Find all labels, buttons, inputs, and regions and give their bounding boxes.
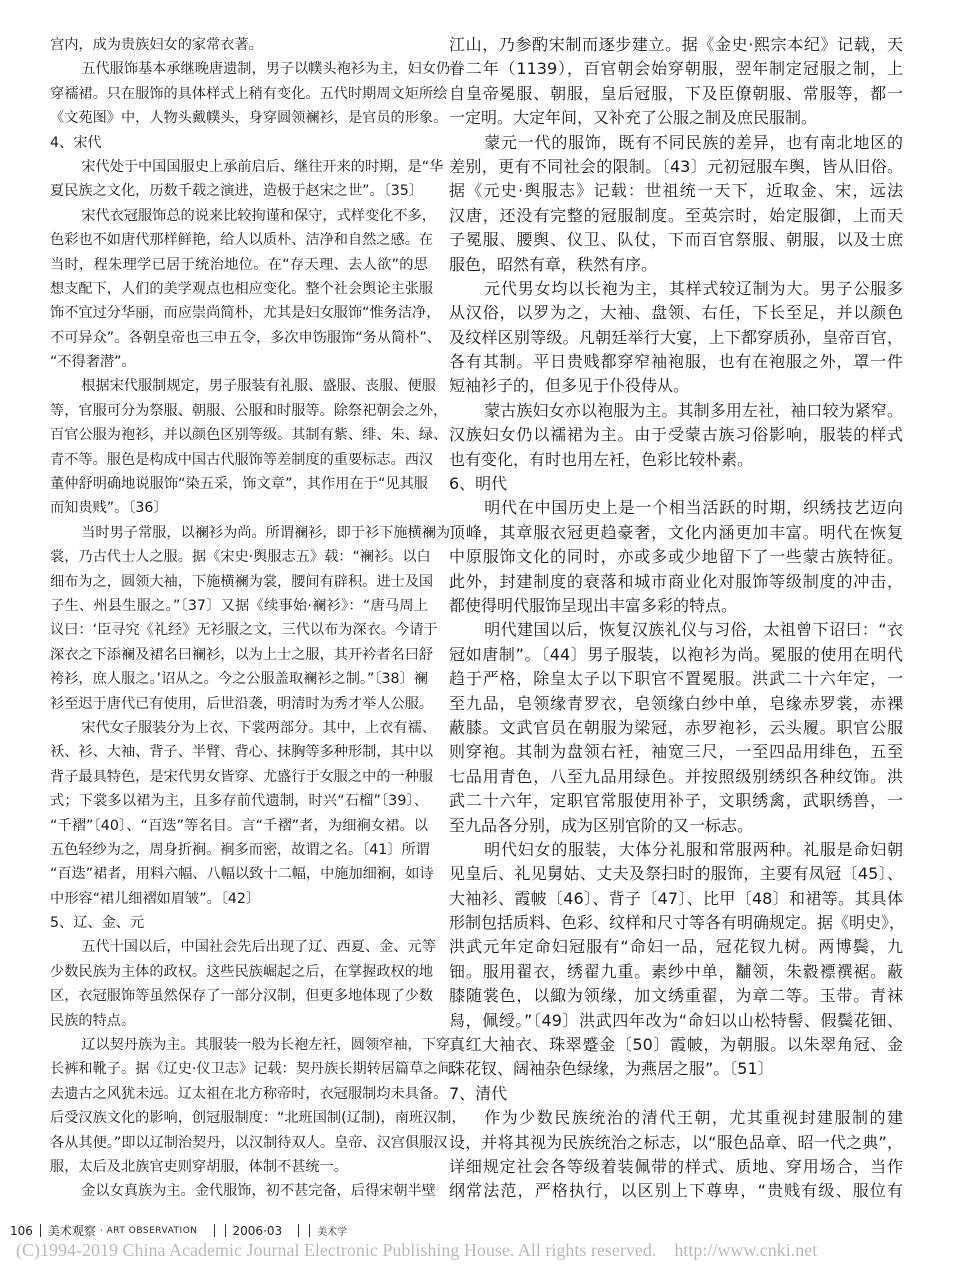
text-line: 辽以契丹族为主。其服装一般为长袍左衽，圆领窄袖，下穿 <box>81 1037 451 1054</box>
text-line: 真红大袖衣、珠翠蹙金〔50〕霞帔，为朝服。以朱翠角冠、金 <box>449 1035 903 1055</box>
text-line: 区，衣冠服饰等虽然保存了一部分汉制，但更多地体现了少数 <box>50 988 434 1005</box>
paragraph <box>50 1033 466 1179</box>
text-line: 五代十国以后，中国社会先后出现了辽、西夏、金、元等 <box>81 939 436 956</box>
text-line: 至九品各分别，成为区别官阶的又一标志。 <box>449 815 754 835</box>
text-line: 汉唐，还没有完整的冠服制度。至英宗时，始定服御，上而天 <box>449 205 903 225</box>
text-line: 式；下裳多以裙为主，且多存前代遗制，时兴“石榴”〔39〕、 <box>50 793 428 810</box>
text-line: 中形容“裙儿细褶如眉皱”。〔42〕 <box>50 890 261 907</box>
text-line: 明代在中国历史上是一个相当活跃的时期，织绣技艺迈向 <box>484 498 903 518</box>
text-line: 各有其制。平日贵贱都穿窄袖袍服，也有在袍服之外，罩一件 <box>449 352 903 372</box>
text-line: 自皇帝冕服、朝服，皇后冠服，下及臣僚朝服、常服等，都一 <box>449 83 903 103</box>
text-line: 百官公服为袍衫，并以颜色区别等级。其制有紫、绯、朱、绿、 <box>50 427 448 444</box>
text-line: 冠如唐制”。〔44〕男子服装，以袍衫为尚。冕服的使用在明代 <box>449 644 903 664</box>
section-heading <box>50 131 428 155</box>
text-line: “百迭”裙者，用料六幅、八幅以致十二幅，中施加细裥，如诗 <box>50 866 434 883</box>
text-line: 各从其便。”即以辽制治契丹，以汉制待双人。皇帝、汉宫俱服汉 <box>50 1134 448 1151</box>
text-line: 差别，更有不同社会的限制。〔43〕元初冠服车舆，皆从旧俗。 <box>449 156 903 176</box>
divider <box>309 1224 310 1237</box>
paragraph <box>449 277 903 399</box>
text-line: 江山，乃参酌宋制而逐步建立。据《金史·熙宗本纪》记载，天 <box>449 35 903 54</box>
paragraph <box>50 33 428 57</box>
text-line: 服，太后及北族官吏则穿胡服，体制不甚统一。 <box>50 1158 348 1175</box>
text-line: 《文苑图》中，人物头戴幞头，身穿圆领襕衫，是官员的形象。 <box>50 110 448 127</box>
text-line: 根据宋代服制规定，男子服装有礼服、盛服、丧服、便服 <box>81 378 436 395</box>
text-line: 当时男子常服，以襕衫为尚。所谓襕衫，即于衫下施横襕为 <box>81 524 451 541</box>
paragraph <box>449 1106 903 1204</box>
paragraph <box>50 716 436 911</box>
text-line: 宋代处于中国国服史上承前启后、继往开来的时期，是“华 <box>81 158 444 175</box>
text-line: 6、明代 <box>449 474 508 494</box>
text-line: 去遗古之风犹未远。辽太祖在北方称帝时，衣冠服制均未具备。 <box>50 1085 448 1102</box>
text-line: 顶峰，其章服衣冠更趋豪奢，文化内涵更加丰富。明代在恢复 <box>449 522 903 542</box>
text-line: 蒙元一代的服饰，既有不同民族的差异，也有南北地区的 <box>484 132 903 152</box>
text-line: 裳，乃古代士人之服。据《宋史·舆服志五》载：“襕衫。以白 <box>50 549 431 566</box>
divider <box>40 1224 41 1237</box>
text-line: 议曰：‘臣寻究《礼经》无衫服之文，三代以布为深衣。今请于 <box>50 622 438 639</box>
text-line: 详细规定社会各等级着装佩带的样式、质地、穿用场合，当作 <box>449 1156 903 1176</box>
text-line: 饰不宜过分华丽，而应崇尚简朴，尤其是妇女服饰“惟务洁净， <box>50 305 441 322</box>
paragraph <box>449 618 903 838</box>
section-name: 美术学 <box>317 1227 348 1238</box>
section-heading <box>449 1082 903 1106</box>
text-line: 大袖衫、霞帔〔46〕、背子〔47〕、比甲〔48〕和裙等。其具体 <box>449 888 903 908</box>
text-line: 宋代女子服装分为上衣、下裳两部分。其中，上衣有襦、 <box>81 719 436 736</box>
text-line: 设，并将其视为民族统治之标志，以“服色品章、昭一代之典”， <box>449 1132 903 1152</box>
text-line: 后受汉族文化的影响，创冠服制度：“北班国制(辽制)，南班汉制， <box>50 1110 466 1127</box>
text-line: 等，官服可分为祭服、朝服、公服和时服等。除祭祀朝会之外， <box>50 402 448 419</box>
text-column-left <box>50 33 466 1204</box>
divider <box>298 1224 299 1237</box>
paragraph <box>50 521 451 716</box>
text-line: 元代男女均以长袍为主，其样式较辽制为大。男子公服多 <box>484 278 903 298</box>
text-line: 也有变化，有时也用左衽，色彩比较朴素。 <box>449 449 754 469</box>
page-number: 106 <box>10 1223 33 1238</box>
text-line: 都使得明代服饰呈现出丰富多彩的特点。 <box>449 595 738 615</box>
text-line: 宫内，成为贵族妇女的家常衣著。 <box>50 37 263 53</box>
text-line: 明代妇女的服装，大体分礼服和常服两种。礼服是命妇朝 <box>484 839 903 859</box>
text-line: 趋于严格，除皇太子以下职官不置冕服。洪武二十六年定，一 <box>449 669 903 689</box>
text-line: 想支配下，人们的美学观点也相应变化。整个社会舆论主张服 <box>50 280 434 297</box>
text-line: 衫至迟于唐代已有使用，后世沿袭，明清时为秀才举人公服。 <box>50 695 434 712</box>
text-line: 形制包括质料、色彩、纹样和尺寸等各有明确规定。据《明史》， <box>449 913 906 933</box>
paragraph <box>449 399 903 472</box>
text-line: 眷二年（1139），百官朝会始穿朝服，翌年制定冠服之制，上 <box>449 59 903 79</box>
text-line: 七品用青色，八至九品用绿色。并按照级别绣织各种纹饰。洪 <box>449 766 903 786</box>
issue-number: 2006·03 <box>232 1223 283 1238</box>
text-line: 长裤和靴子。据《辽史·仪卫志》记载：契丹族长期转居篇草之间， <box>50 1061 466 1078</box>
text-line: 当时，程朱理学已居于统治地位。在“存天理、去人欲”的思 <box>50 256 428 273</box>
text-line: “不得奢潜”。 <box>50 354 136 371</box>
text-line: 穿襦裙。只在服饰的具体样式上稍有变化。五代时期周文矩所绘 <box>50 85 448 102</box>
paragraph <box>449 838 906 1082</box>
text-line: 董仲舒明确地说服饰“染五采，饰文章”，其作用在于“见其服 <box>50 476 428 493</box>
text-line: 一定明。大定年间，又补充了公服之制及庶民服制。 <box>449 108 818 128</box>
page-footer <box>10 1222 347 1239</box>
text-line: 武二十六年，定职官常服使用补子，文职绣禽，武职绣兽，一 <box>449 791 903 811</box>
text-line: 据《元史·舆服志》记载：世祖统一天下，近取金、宋，远法 <box>449 181 903 201</box>
text-line: 色彩也不如唐代那样鲜艳，给人以质朴、洁净和自然之感。在 <box>50 232 434 249</box>
text-line: 则穿袍。其制为盘领右衽，袖宽三尺，一至四品用绯色，五至 <box>449 742 903 762</box>
text-line: 从汉俗，以罗为之，大袖、盘领、右任，下长至足，并以颜色 <box>449 303 903 323</box>
text-line: 及纹样区别等级。凡朝廷举行大宴，上下都穿质孙，皇帝百官， <box>449 327 903 347</box>
text-line: 子生、州县生服之。”〔37〕又据《续事始·襕衫》：“唐马周上 <box>50 597 428 614</box>
paragraph <box>50 204 441 375</box>
text-line: “千褶”〔40〕、“百迭”等名目。言“千褶”者，为细裥女裙。以 <box>50 817 428 834</box>
paragraph <box>449 131 903 277</box>
text-column-right <box>449 33 906 1204</box>
copyright-watermark: (C)1994-2019 China Academic Journal Electronic Publishing House. All rights reserved. http://www.cnki.net <box>16 1240 818 1260</box>
text-line: 民族的特点。 <box>50 1012 136 1029</box>
text-line: 蒙古族妇女亦以袍服为主。其制多用左社，袖口较为紧窄。 <box>484 400 903 420</box>
text-line: 服色，昭然有章，秩然有序。 <box>449 254 658 274</box>
text-line: 珠花钗、阔袖杂色绿缘，为燕居之服”。〔51〕 <box>449 1059 774 1079</box>
text-line: 汉族妇女仍以襦裙为主。由于受蒙古族习俗影响，服装的样式 <box>449 425 903 445</box>
text-line: 细布为之，圆领大袖，下施横襕为裳，腰间有辟积。进士及国 <box>50 573 434 590</box>
text-line: 至九品，皂领缘青罗衣，皂领缘白纱中单，皂缘赤罗裳，赤裸 <box>449 693 903 713</box>
text-line: 蔽膝。文武官员在朝服为梁冠，赤罗袍衫，云头履。职官公服 <box>449 717 903 737</box>
text-line: 深衣之下添襕及裙名曰襕衫，以为上士之服，其开衿者名曰舒 <box>50 646 434 663</box>
paragraph <box>449 496 903 618</box>
text-line: 宋代衣冠服饰总的说来比较拘谨和保守，式样变化不多， <box>81 207 436 224</box>
text-line: 少数民族为主体的政权。这些民族崛起之后，在掌握政权的地 <box>50 963 434 980</box>
text-line: 夏民族之文化，历数千载之演进，造极于赵宋之世”。〔35〕 <box>50 183 423 200</box>
text-line: 钿。服用翟衣，绣翟九重。素纱中单，黼领，朱縠褾襈裾。蔽 <box>449 961 903 981</box>
text-line: 子冕服、腰舆、仪卫、队仗，下而百官祭服、朝服，以及士庶 <box>449 230 903 250</box>
divider <box>225 1224 226 1237</box>
text-line: 五色轻纱为之，周身折裥。裥多而密，故谓之名。〔41〕所谓 <box>50 841 430 858</box>
paragraph <box>50 1179 436 1203</box>
text-line: 5、辽、金、元 <box>50 915 145 932</box>
text-line: 不可异众”。各朝皇帝也三申五令，多次申饬服饰“务从简朴”、 <box>50 329 441 346</box>
text-line: 袄、衫、大袖、背子、半臂、背心、抹胸等多种形制，其中以 <box>50 744 434 761</box>
paragraph <box>50 374 448 520</box>
divider <box>214 1224 215 1237</box>
text-line: 洪武元年定命妇冠服有“命妇一品，冠花钗九树。两博鬓，九 <box>449 937 903 957</box>
text-line: 中原服饰文化的同时，亦或多或少地留下了一些蒙古族特征。 <box>449 547 903 567</box>
text-line: 袴衫，庶人服之。’诏从之。今之公服盖取襕衫之制。”〔38〕襕 <box>50 671 428 688</box>
text-line: 明代建国以后，恢复汉族礼仪与习俗，太祖曾下诏曰：“衣 <box>484 620 903 640</box>
paragraph <box>50 155 444 204</box>
paragraph <box>50 935 436 1033</box>
text-line: 纲常法范，严格执行，以区别上下尊卑，“贵贱有级、服位有 <box>449 1181 903 1201</box>
paragraph <box>449 33 903 131</box>
text-line: 五代服饰基本承继晚唐遗制，男子以幞头袍衫为主，妇女仍 <box>81 61 451 78</box>
section-heading <box>449 472 903 496</box>
text-line: 膝随裳色，以緅为领缘，加文绣重翟，为章二等。玉带。青袜 <box>449 986 903 1006</box>
journal-name-cn: 美术观察 <box>47 1224 96 1238</box>
text-line: 金以女真族为主。金代服饰，初不甚完备，后得宋朝半壁 <box>81 1183 436 1200</box>
paragraph <box>50 57 451 130</box>
journal-name-en: · ART OBSERVATION <box>99 1225 198 1236</box>
text-line: 青不等。服色是构成中国古代服饰等差制度的重要标志。西汉 <box>50 451 434 468</box>
text-line: 4、宋代 <box>50 134 102 151</box>
text-line: 短袖衫子的，但多见于仆役侍从。 <box>449 376 690 396</box>
text-line: 而知贵贱”。〔36〕 <box>50 500 168 517</box>
text-line: 舄，佩绶。”〔49〕洪武四年改为“命妇以山松特髻、假鬓花钿、 <box>449 1010 903 1030</box>
text-line: 背子最具特色，是宋代男女皆穿、尤盛行于女服之中的一种服 <box>50 768 434 785</box>
text-line: 7、清代 <box>449 1083 508 1103</box>
text-line: 此外，封建制度的衰落和城市商业化对服饰等级制度的冲击， <box>449 571 903 591</box>
text-line: 作为少数民族统治的清代王朝，尤其重视封建服制的建 <box>484 1108 903 1128</box>
section-heading <box>50 911 428 935</box>
text-line: 见皇后、礼见舅姑、丈夫及祭扫时的服饰，主要有凤冠〔45〕、 <box>449 864 903 884</box>
